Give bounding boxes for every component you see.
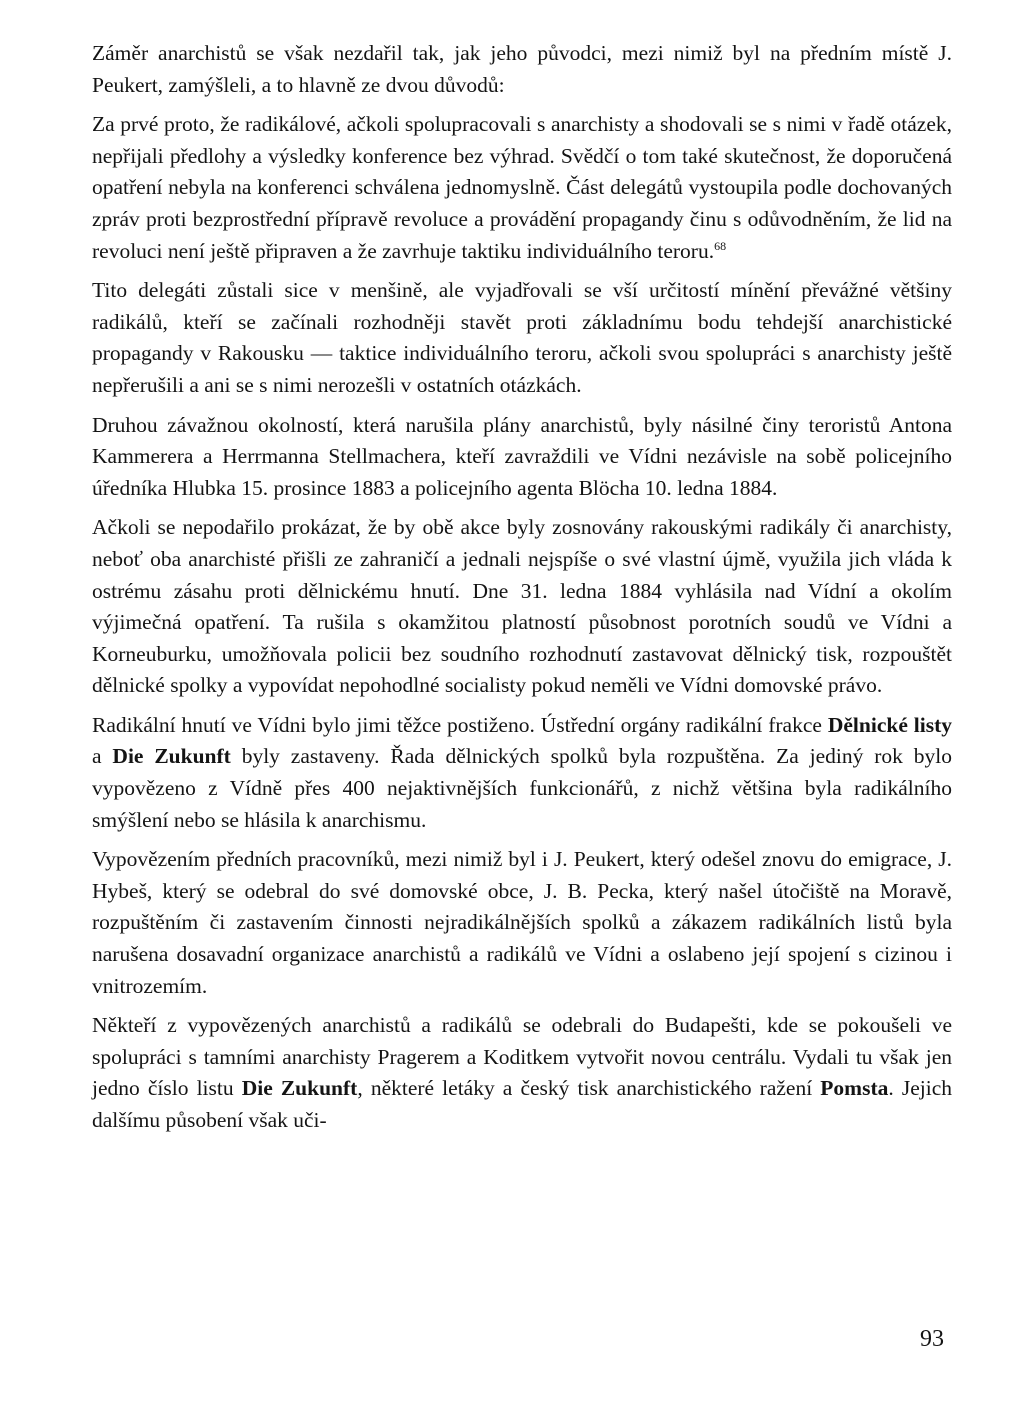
text-segment: Záměr anarchistů se však nezdařil tak, jak jeho původci, mezi nimiž byl na předním místě J. Peukert, zamýšleli, a to hlavně ze dvou důvodů: xyxy=(92,41,952,97)
text-segment: . Jejich dalšímu působení však uči- xyxy=(92,1076,952,1132)
bold-title: Die Zukunft xyxy=(112,744,231,769)
bold-title: Dělnické listy xyxy=(827,712,952,737)
text-segment: Za prvé proto, že radikálové, ačkoli spolupracovali s anarchisty a shodovali se s nimi v řadě otázek, nepřijali předlohy a výsledky konference bez výhrad. Svědčí o tom také skutečnost, že doporučená opatření nebyla na konferenci schválena jednomyslně. Část delegátů vystoupila podle dochovaných zpráv proti bezprostřední přípravě revoluce a provádění propagandy činu s odůvodněním, že lid na revoluci není ještě připraven a že zavrhuje taktiku individuálního teroru. xyxy=(92,112,952,263)
paragraph xyxy=(92,710,952,836)
paragraph xyxy=(92,109,952,267)
text-segment: Radikální hnutí ve Vídni bylo jimi těžce postiženo. Ústřední orgány radikální frakce xyxy=(92,712,828,737)
text-column xyxy=(92,38,952,1137)
bold-title: Die Zukunft xyxy=(241,1076,358,1101)
paragraph xyxy=(92,844,952,1002)
paragraph xyxy=(92,1010,952,1136)
text-segment: Ačkoli se nepodařilo prokázat, že by obě akce byly zosnovány rakouskými radikály či anarchisty, neboť oba anarchisté přišli ze zahraničí a jednali nejspíše o své vlastní újmě, využila jich vláda k ostrému zásahu proti dělnickému hnutí. Dne 31. ledna 1884 vyhlásila nad Vídní a okolím výjimečná opatření. Ta rušila s okamžitou platností působnost porotních soudů ve Vídni a Korneuburku, umožňovala policii bez soudního rozhodnutí zastavovat dělnický tisk, rozpouštět dělnické spolky a vypovídat nepohodlné socialisty pokud neměli ve Vídni domovské právo. xyxy=(92,515,952,698)
bold-title: Pomsta xyxy=(820,1076,889,1101)
text-segment: Druhou závažnou okolností, která narušila plány anarchistů, byly násilné činy teroristů Antona Kammerera a Herrmanna Stellmachera, kteří zavraždili ve Vídni nezávisle na sobě policejního úředníka Hlubka 15. prosince 1883 a policejního agenta Blöcha 10. ledna 1884. xyxy=(92,412,952,500)
text-segment: byly zastaveny. Řada dělnických spolků byla rozpuštěna. Za jediný rok bylo vypovězeno z Vídně přes 400 nejaktivnějších funkcionářů, z nichž většina byla radikálního smýšlení nebo se hlásila k anarchismu. xyxy=(92,744,952,832)
paragraph xyxy=(92,38,952,101)
text-segment: , některé letáky a český tisk anarchistického ražení xyxy=(357,1076,821,1101)
text-segment: a xyxy=(92,744,113,769)
footnote-ref: 68 xyxy=(714,238,727,253)
text-segment: Tito delegáti zůstali sice v menšině, ale vyjadřovali se vší určitostí mínění převážné většiny radikálů, kteří se začínali rozhodněji stavět proti základnímu bodu tehdejší anarchistické propagandy v Rakousku — taktice individuálního teroru, ačkoli svou spolupráci s anarchisty ještě nepřerušili a ani se s nimi nerozešli v ostatních otázkách. xyxy=(92,278,952,397)
paragraph xyxy=(92,275,952,401)
text-segment: Vypovězením předních pracovníků, mezi nimiž byl i J. Peukert, který odešel znovu do emigrace, J. Hybeš, který se odebral do své domovské obce, J. B. Pecka, který našel útočiště na Moravě, rozpuštěním či zastavením činnosti nejradikálnějších spolků a zákazem radikálních listů byla narušena dosavadní organizace anarchistů a radikálů ve Vídni a oslabeno její spojení s cizinou i vnitrozemím. xyxy=(92,847,952,998)
page-number: 93 xyxy=(920,1326,944,1352)
paragraph xyxy=(92,410,952,505)
paragraph xyxy=(92,512,952,702)
text-segment: Někteří z vypovězených anarchistů a radikálů se odebrali do Budapešti, kde se pokoušeli ve spolupráci s tamními anarchisty Pragerem a Koditkem vytvořit novou centrálu. Vydali tu však jen jedno číslo listu xyxy=(92,1013,952,1101)
page-body xyxy=(92,38,952,1145)
